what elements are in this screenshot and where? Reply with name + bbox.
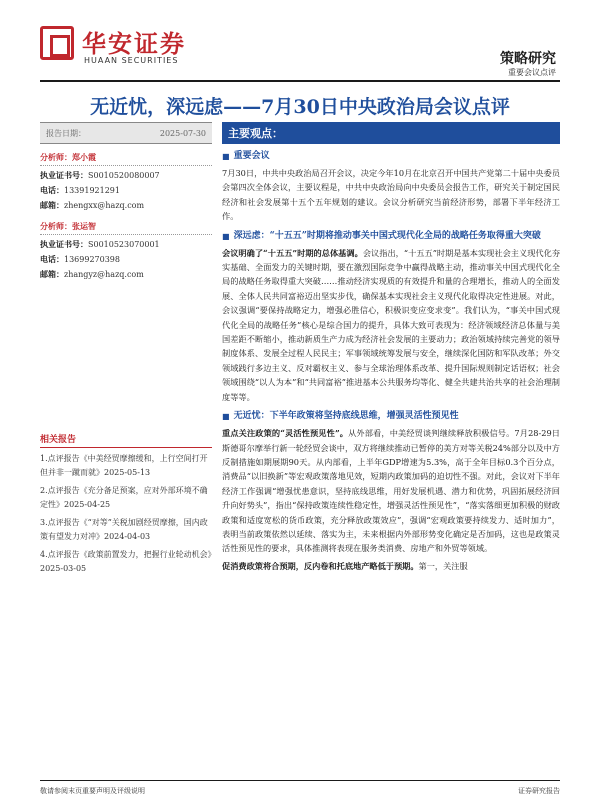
square-bullet-icon: ■	[222, 230, 230, 241]
analyst-card	[40, 150, 212, 213]
analyst-name: 张运智	[72, 221, 96, 231]
report-subtype: 重要会议点评	[508, 68, 556, 77]
report-header	[0, 0, 600, 82]
square-bullet-icon: ■	[222, 151, 230, 161]
related-reports	[40, 432, 212, 576]
analyst-heading	[40, 219, 212, 235]
analyst-email[interactable]: 邮箱：zhengxx@hazq.com	[40, 200, 145, 210]
related-report-item[interactable]: 3.点评报告《“对等”关税加剧经贸摩擦，国内政策有望发力对冲》2024-04-03	[40, 518, 208, 541]
logo-text-cn: 华安证券	[82, 29, 186, 58]
analyst-phone: 电话：13699270398	[40, 254, 120, 264]
section-paragraph: 重点关注政策的“灵活性预见性”。从外部看，中美经贸谈判继续释放积极信号。7月28-29日斯德哥尔摩举行新一轮经贸会谈中，双方将继续推动已暂停的美方对等关税24%部分以及中方反制措施如期展期90天。从内部看，上半年GDP增速为5.3%，高于全年目标0.3个百分点，消费品“以旧换新”等宏观政策落地见效，短期内政策加码的迫切性不强。对此，会议对下半年经济工作强调“增强忧患意识，坚持底线思维，用好发展机遇、潜力和优势，巩固拓展经济回升向好势头”，指出“保持政策连续性稳定性，增强灵活性预见性”，“落实落细更加积极的财政政策和适度宽松的货币政策，充分释放政策效应”，强调“宏观政策要持续发力、适时加力”，表明当前政策依然以延续、落实为主，未来根据内外部形势变化确定是否加码，这也是政策灵活性预见性的要求，具体推测将表现在服务类消费、房地产和外贸等领域。	[222, 428, 560, 554]
report-type: 策略研究	[500, 51, 556, 67]
section-paragraph: 会议明确了“十五五”时期的总体基调。会议指出，“十五五”时期是基本实现社会主义现代化夯实基础、全面发力的关键时期，要在激烈国际竞争中赢得战略主动，推动事关中国式现代化全局的战略任务取得重大突破……推动经济实现质的有效提升和量的合理增长，推动人的全面发展、全体人民共同富裕迈出坚实步伐，确保基本实现社会主义现代化取得决定性进展。对此，会议强调“要保持战略定力，增强必胜信心，积极识变应变求变”。我们认为，“事关中国式现代化全局的战略任务”核心是综合国力的提升，具体大致可表现为：经济领域经济总体量与美国差距不断缩小，推动新质生产力成为经济社会发展的主要动力；政治领域持续完善党的领导制度体系、发展全过程人民民主；军事领域统筹发展与安全，继续深化国防和军队改革；外交领域践行多边主义、反对霸权主义、参与全球治理体系改革、提升国际规则制定话语权；社会领域围绕“以人为本”和“共同富裕”推进基本公共服务均等化、健全共建共治共享的社会治理制度等等。	[222, 247, 561, 402]
footer-divider	[40, 780, 560, 781]
analyst-heading	[40, 150, 212, 166]
report-date-value: 2025-07-30	[159, 128, 206, 138]
section-heading: ■ 无近忧：下半年政策将坚持底线思维，增强灵活性预见性	[222, 411, 459, 422]
section-heading: ■ 重要会议	[222, 151, 270, 161]
related-report-item[interactable]: 4.点评报告《政策前置发力，把握行业轮动机会》2025-03-05	[40, 550, 212, 573]
main-content	[222, 122, 560, 573]
analyst-license: 执业证书号：S0010520080007	[40, 170, 160, 180]
square-bullet-icon: ■	[222, 411, 230, 422]
analyst-card	[40, 219, 212, 282]
related-report-item[interactable]: 1.点评报告《中美经贸摩擦缓和，上行空间打开但并非一蹴而就》2025-05-13	[40, 454, 208, 477]
report-title: 无近忧，深远虑——7月30日中央政治局会议点评	[90, 96, 510, 118]
analyst-license: 执业证书号：S0010523070001	[40, 239, 160, 249]
section-paragraph: 7月30日，中共中央政治局召开会议，决定今年10月在北京召开中国共产党第二十届中央委员会第四次全体会议，主要议程是，中共中央政治局向中央委员会报告工作，研究关于制定国民经济和社会发展第十五个五年规划的建议。会议分析研究当前经济形势，部署下半年经济工作。	[222, 168, 560, 222]
related-reports-title: 相关报告	[40, 432, 212, 448]
report-date-bar	[40, 122, 212, 144]
header-divider	[40, 80, 560, 82]
analyst-name: 郑小霞	[72, 152, 96, 162]
report-date-label: 报告日期：	[46, 128, 86, 138]
related-report-item[interactable]: 2.点评报告《充分备足预案，应对外部环境不确定性》2025-04-25	[40, 486, 208, 509]
footer-disclaimer: 敬请参阅末页重要声明及评级说明	[40, 787, 145, 795]
section-heading: ■ 深远虑：“十五五”时期将推动事关中国式现代化全局的战略任务取得重大突破	[222, 230, 541, 241]
logo-text-en: HUAAN SECURITIES	[84, 56, 179, 65]
left-sidebar	[40, 122, 212, 282]
section-paragraph: 促消费政策将合预期，反内卷和托底地产略低于预期。第一，关注服	[222, 560, 468, 571]
footer-label: 证券研究报告	[518, 787, 560, 795]
huaan-logo-icon	[40, 26, 74, 60]
analyst-label: 分析师：	[40, 221, 72, 231]
key-points-title: 主要观点：	[222, 122, 560, 144]
analyst-email[interactable]: 邮箱：zhangyz@hazq.com	[40, 269, 144, 279]
analyst-label: 分析师：	[40, 152, 72, 162]
analyst-phone: 电话：13391921291	[40, 185, 120, 195]
